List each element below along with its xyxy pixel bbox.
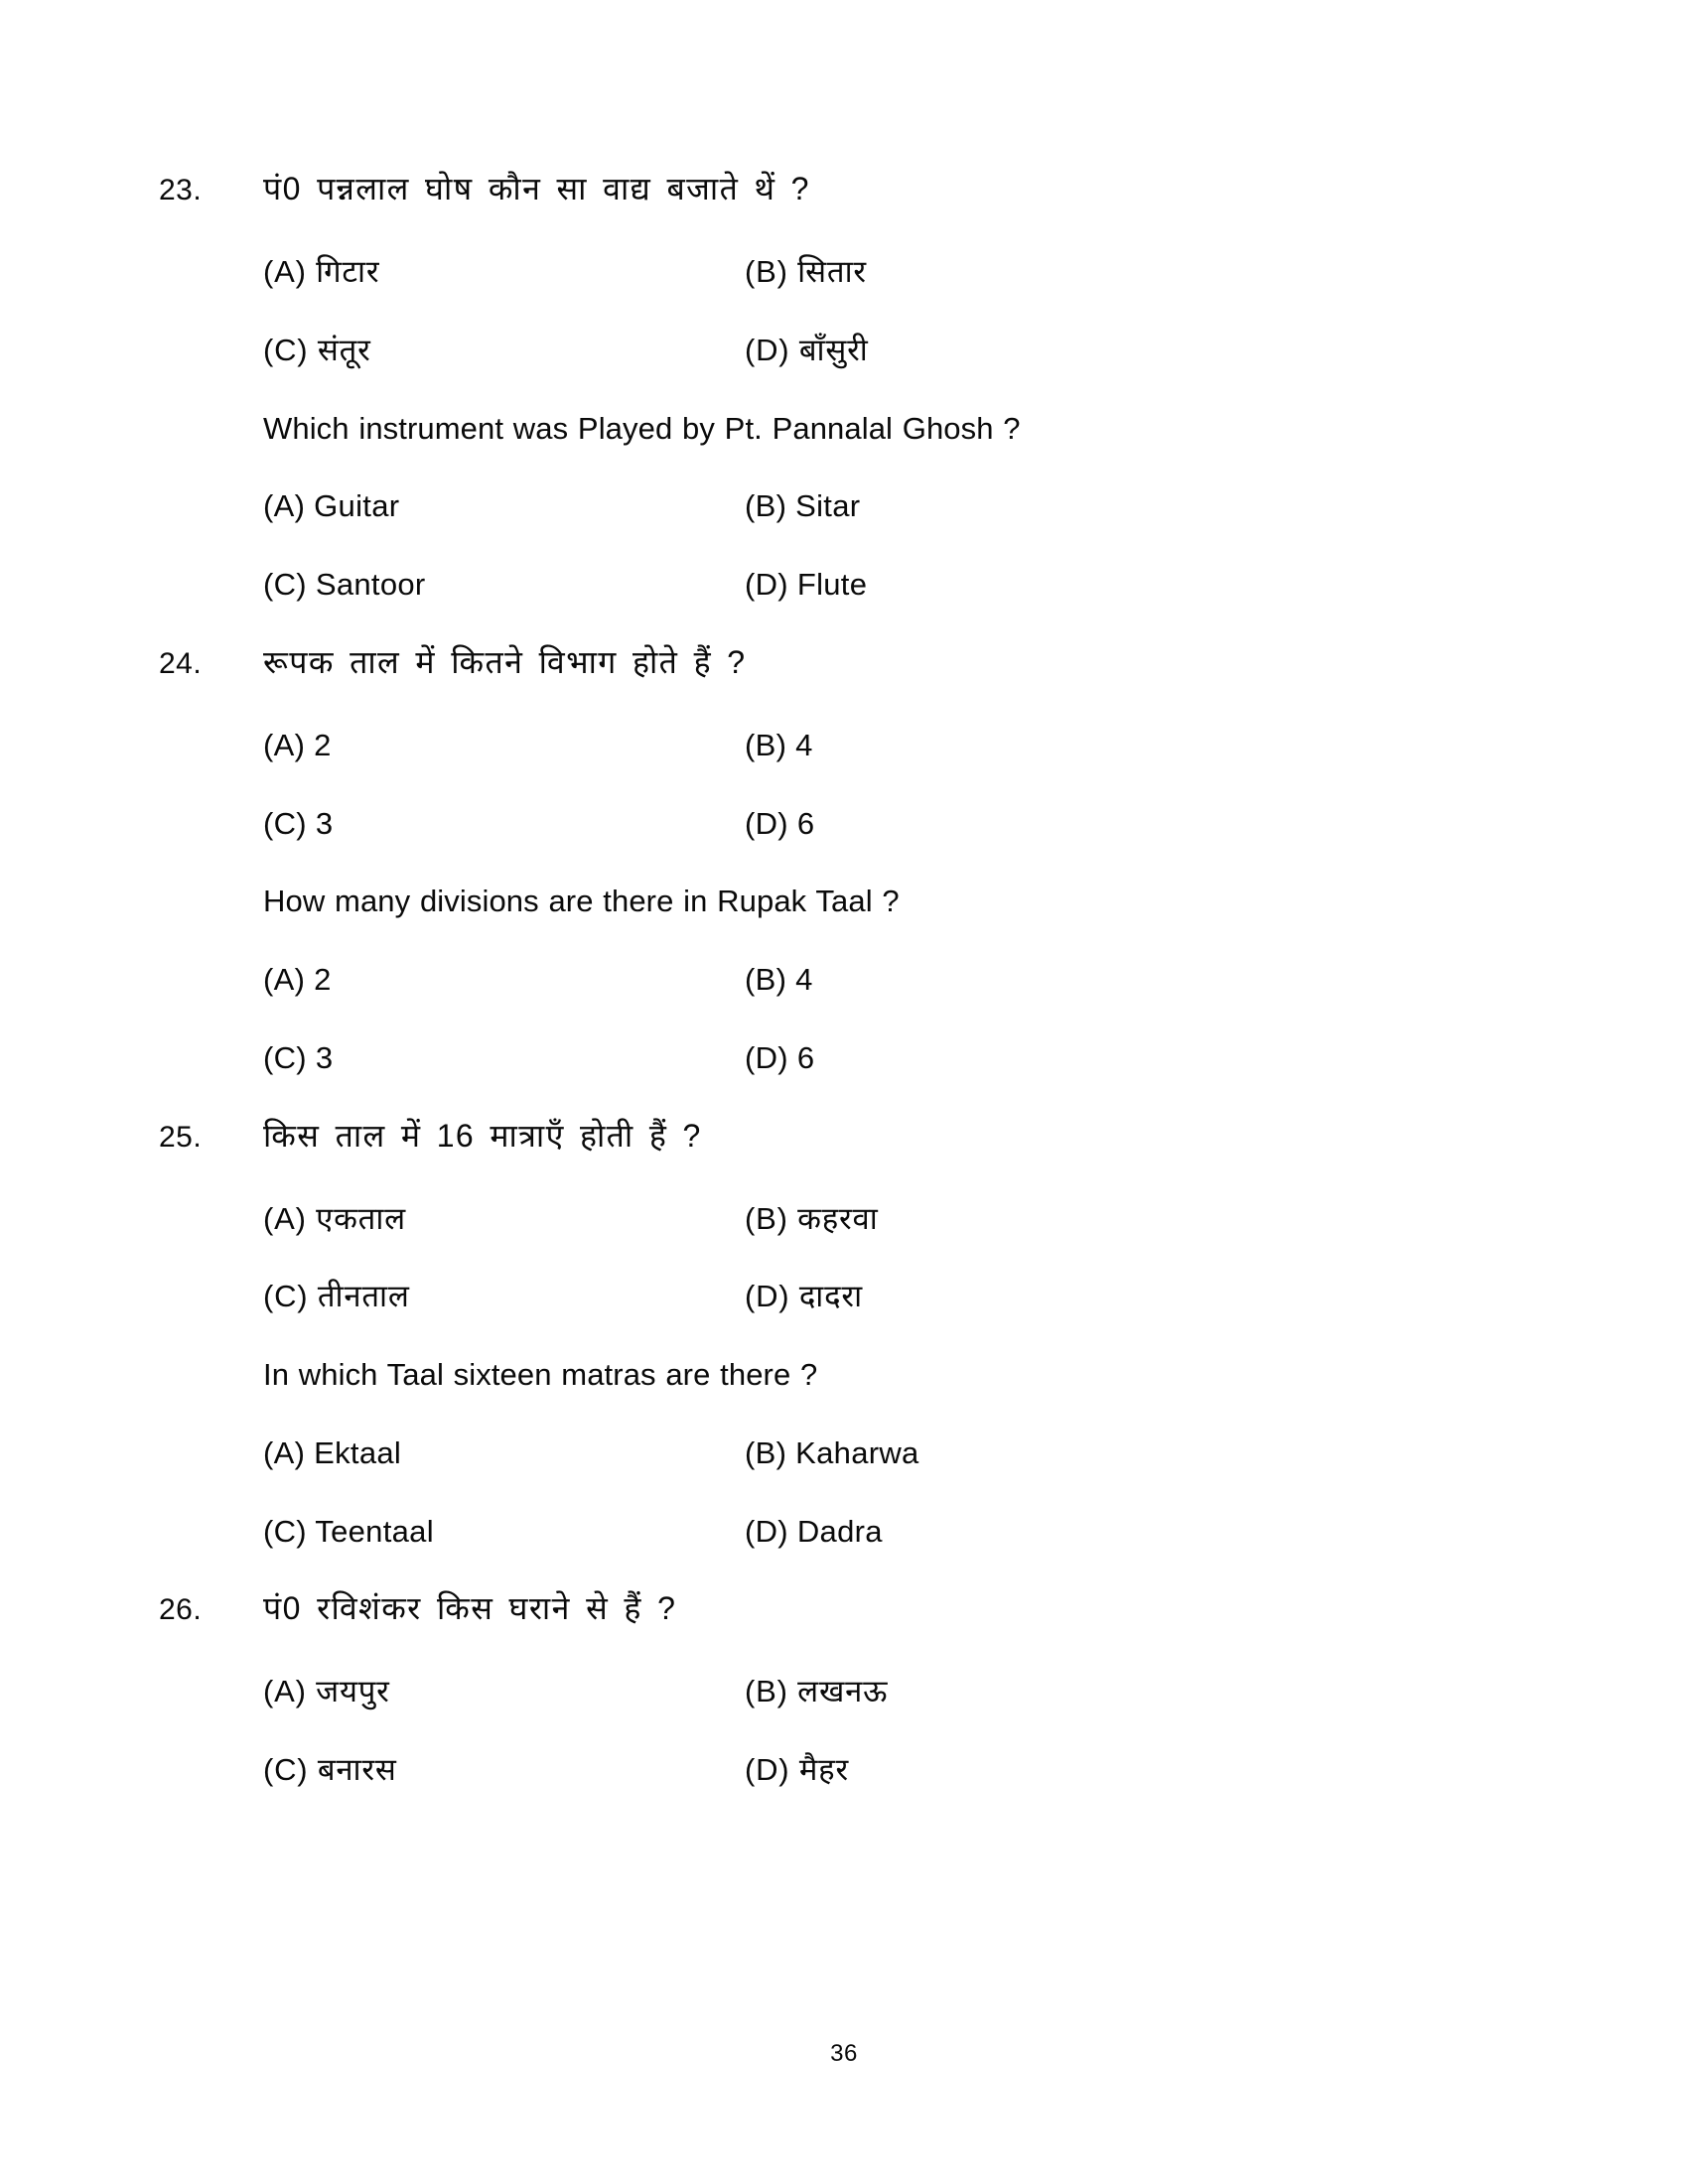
option-c-english-25[interactable]: (C) Teentaal <box>263 1513 434 1549</box>
option-d-english-24[interactable]: (D) 6 <box>745 1039 815 1075</box>
option-c-hindi-24[interactable]: (C) 3 <box>263 805 334 841</box>
question-text-english-25: In which Taal sixteen matras are there ? <box>263 1357 818 1392</box>
english-options-row-cd-24 <box>149 1039 1539 1078</box>
english-options-row-cd-23 <box>149 566 1539 605</box>
hindi-options-row-ab-26 <box>149 1673 1539 1711</box>
option-b-hindi-25[interactable]: (B) कहरवा <box>745 1200 879 1236</box>
option-c-english-24[interactable]: (C) 3 <box>263 1039 334 1075</box>
question-text-hindi-25: किस ताल में 16 मात्राएँ होती हैं ? <box>263 1117 702 1154</box>
question-number-26: 26. <box>159 1593 203 1627</box>
hindi-options-row-cd-26 <box>149 1751 1539 1790</box>
question-heading-24 <box>149 642 1539 682</box>
question-block-25 <box>149 1116 1539 1552</box>
hindi-options-row-cd-23 <box>149 332 1539 370</box>
option-a-hindi-23[interactable]: (A) गिटार <box>263 254 380 289</box>
option-d-hindi-25[interactable]: (D) दादरा <box>745 1279 863 1314</box>
question-block-26 <box>149 1588 1539 1790</box>
question-text-hindi-23: पं0 पन्नलाल घोष कौन सा वाद्य बजाते थें ? <box>263 171 810 206</box>
option-d-hindi-24[interactable]: (D) 6 <box>745 805 815 841</box>
option-b-hindi-24[interactable]: (B) 4 <box>745 727 813 762</box>
question-block-24 <box>149 642 1539 1078</box>
question-heading-25 <box>149 1116 1539 1156</box>
option-b-english-23[interactable]: (B) Sitar <box>745 488 861 524</box>
option-a-english-24[interactable]: (A) 2 <box>263 962 332 997</box>
question-text-english-24: How many divisions are there in Rupak Taal ? <box>263 884 900 919</box>
english-options-row-ab-24 <box>149 961 1539 1000</box>
question-heading-26 <box>149 1588 1539 1628</box>
option-b-english-25[interactable]: (B) Kaharwa <box>745 1434 919 1470</box>
question-text-hindi-26: पं0 रविशंकर किस घराने से हैं ? <box>263 1590 677 1627</box>
option-c-english-23[interactable]: (C) Santoor <box>263 567 426 602</box>
option-a-hindi-26[interactable]: (A) जयपुर <box>263 1674 390 1709</box>
option-d-hindi-26[interactable]: (D) मैहर <box>745 1752 849 1787</box>
option-c-hindi-25[interactable]: (C) तीनताल <box>263 1279 410 1314</box>
hindi-options-row-ab-24 <box>149 727 1539 765</box>
question-heading-english-24 <box>149 883 1539 921</box>
question-number-23: 23. <box>159 174 203 206</box>
question-heading-23 <box>149 169 1539 208</box>
option-c-hindi-26[interactable]: (C) बनारस <box>263 1752 397 1787</box>
english-options-row-ab-25 <box>149 1434 1539 1473</box>
english-options-row-ab-23 <box>149 487 1539 526</box>
question-heading-english-25 <box>149 1356 1539 1395</box>
option-a-english-23[interactable]: (A) Guitar <box>263 488 400 524</box>
english-options-row-cd-25 <box>149 1513 1539 1552</box>
hindi-options-row-ab-23 <box>149 253 1539 292</box>
option-b-english-24[interactable]: (B) 4 <box>745 962 813 997</box>
option-d-hindi-23[interactable]: (D) बाँसुरी <box>745 332 869 367</box>
question-number-24: 24. <box>159 646 203 680</box>
hindi-options-row-cd-24 <box>149 805 1539 844</box>
hindi-options-row-cd-25 <box>149 1278 1539 1316</box>
question-heading-english-23 <box>149 410 1539 449</box>
hindi-options-row-ab-25 <box>149 1200 1539 1239</box>
question-number-25: 25. <box>159 1120 203 1154</box>
question-text-hindi-24: रूपक ताल में कितने विभाग होते हैं ? <box>263 643 747 680</box>
option-c-hindi-23[interactable]: (C) संतूर <box>263 332 371 367</box>
question-block-23 <box>149 169 1539 605</box>
option-a-hindi-24[interactable]: (A) 2 <box>263 727 332 762</box>
question-text-english-23: Which instrument was Played by Pt. Pannalal Ghosh ? <box>263 410 1021 446</box>
option-b-hindi-23[interactable]: (B) सितार <box>745 254 867 289</box>
option-d-english-25[interactable]: (D) Dadra <box>745 1513 883 1549</box>
option-b-hindi-26[interactable]: (B) लखनऊ <box>745 1674 889 1709</box>
option-d-english-23[interactable]: (D) Flute <box>745 567 868 602</box>
page-number: 36 <box>830 2040 858 2067</box>
option-a-english-25[interactable]: (A) Ektaal <box>263 1434 402 1470</box>
option-a-hindi-25[interactable]: (A) एकताल <box>263 1200 407 1236</box>
